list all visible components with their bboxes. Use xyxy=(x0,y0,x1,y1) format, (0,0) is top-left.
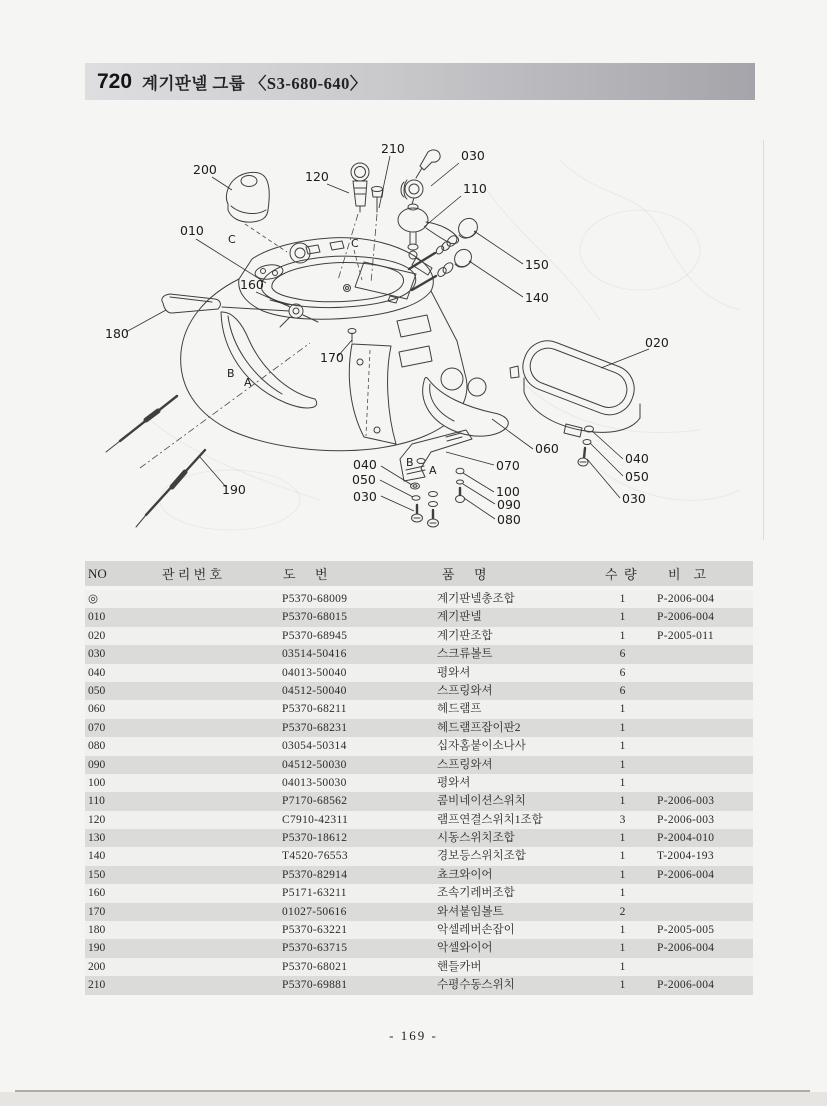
cell-note xyxy=(650,664,753,682)
table-row xyxy=(85,590,753,608)
callout-label: 100 xyxy=(496,484,520,499)
cell-part-name: 스크류볼트 xyxy=(437,648,493,661)
cell-part-name: 스프링와셔 xyxy=(437,684,493,697)
callout-label: 180 xyxy=(105,326,129,341)
cell-mgmt-no xyxy=(145,829,275,847)
table-row xyxy=(85,608,753,626)
callout-label: 150 xyxy=(525,257,549,272)
cell-drawing-no: P5370-18612 xyxy=(282,832,348,845)
parts-table xyxy=(85,561,753,995)
cell-no: 110 xyxy=(88,795,105,808)
cell-note: P-2006-003 xyxy=(657,795,715,808)
cell-mgmt-no xyxy=(145,884,275,902)
table-row xyxy=(85,756,753,774)
cell-part-name: 스프링와셔 xyxy=(437,758,493,771)
table-header-row xyxy=(85,561,753,586)
cell-mgmt-no xyxy=(145,700,275,718)
cell-part-name: 경보등스위치조합 xyxy=(437,850,526,863)
section-number: 720 xyxy=(97,69,133,93)
cell-part-name: 램프연결스위치1조합 xyxy=(437,813,543,826)
cell-qty: 1 xyxy=(619,776,626,789)
key-switch-part xyxy=(401,150,440,204)
cell-note xyxy=(650,737,753,755)
cell-part-name: 헤드램프 xyxy=(437,703,482,716)
reference-letter: C xyxy=(351,237,359,250)
cell-no: 210 xyxy=(88,979,106,992)
header-part-name: 품 명 xyxy=(442,567,487,582)
leader-lines xyxy=(126,156,649,519)
cell-note xyxy=(650,756,753,774)
cell-mgmt-no xyxy=(145,590,275,608)
cell-no: 140 xyxy=(88,850,106,863)
cell-no: 070 xyxy=(88,721,106,734)
callout-label: 020 xyxy=(645,335,669,350)
table-row xyxy=(85,682,753,700)
callout-label: 060 xyxy=(535,441,559,456)
cell-note: P-2005-011 xyxy=(657,629,714,642)
cell-mgmt-no xyxy=(145,866,275,884)
header-note: 비 고 xyxy=(668,567,707,582)
cell-note xyxy=(650,700,753,718)
cell-qty: 6 xyxy=(619,684,626,697)
table-row xyxy=(85,921,753,939)
cell-mgmt-no xyxy=(145,737,275,755)
cell-part-name: 평와셔 xyxy=(437,776,471,789)
cell-note: P-2006-004 xyxy=(657,942,715,955)
header-no: NO xyxy=(88,565,107,581)
cell-part-name: 악셀와이어 xyxy=(437,942,493,955)
cell-part-name: 헤드램프잡이판2 xyxy=(437,721,521,734)
fastener-stack-left xyxy=(411,483,423,522)
cell-drawing-no: P5370-68021 xyxy=(282,960,348,973)
cell-note: P-2006-004 xyxy=(657,611,715,624)
meter-panel-part xyxy=(510,334,641,437)
cell-mgmt-no xyxy=(145,958,275,976)
callout-label: 050 xyxy=(625,469,649,484)
cell-qty: 1 xyxy=(619,887,626,900)
table-row xyxy=(85,958,753,976)
cell-drawing-no: 01027-50616 xyxy=(282,905,347,918)
cell-part-name: 시동스위치조합 xyxy=(437,832,515,845)
callout-label: 120 xyxy=(305,169,329,184)
reference-letter: B xyxy=(227,367,235,380)
cell-mgmt-no xyxy=(145,608,275,626)
callout-labels xyxy=(105,141,669,527)
cell-drawing-no: P5370-68231 xyxy=(282,721,348,734)
table-row xyxy=(85,866,753,884)
cell-note: T-2004-193 xyxy=(657,850,714,863)
cell-drawing-no: T4520-76553 xyxy=(282,850,348,863)
headlamp-part xyxy=(423,368,509,436)
callout-label: 030 xyxy=(353,489,377,504)
cell-drawing-no: P5370-82914 xyxy=(282,868,348,881)
cell-part-name: 악셀레버손잡이 xyxy=(437,924,515,937)
cell-part-name: 계기판넬총조합 xyxy=(437,593,515,605)
cell-note: P-2005-005 xyxy=(657,924,715,937)
cell-part-name: 십자홈붙이소나사 xyxy=(437,740,526,753)
cell-drawing-no: P5370-68015 xyxy=(282,611,348,624)
cell-qty: 1 xyxy=(619,593,626,605)
cell-drawing-no: P7170-68562 xyxy=(282,795,348,808)
cell-note xyxy=(650,719,753,737)
section-header-bar xyxy=(85,63,755,100)
cell-no: 200 xyxy=(88,960,106,973)
cell-qty: 1 xyxy=(619,629,626,642)
table-row xyxy=(85,939,753,957)
cell-no: 060 xyxy=(88,703,106,716)
cell-qty: 1 xyxy=(619,795,626,808)
cell-qty: 1 xyxy=(619,832,626,845)
cell-no: 130 xyxy=(88,832,106,845)
warning-switch-cable-part xyxy=(412,246,475,290)
cell-drawing-no: P5171-63211 xyxy=(282,887,347,900)
manual-switch-part xyxy=(371,187,383,284)
combination-switch-part xyxy=(398,204,459,275)
cell-mgmt-no xyxy=(145,682,275,700)
cell-qty: 1 xyxy=(619,960,626,973)
cell-mgmt-no xyxy=(145,645,275,663)
page-number: - 169 - xyxy=(389,1028,438,1043)
cell-mgmt-no xyxy=(145,939,275,957)
cell-no: 170 xyxy=(88,905,106,918)
header-drawing-no: 도 번 xyxy=(283,567,328,582)
callout-label: 030 xyxy=(622,491,646,506)
table-row xyxy=(85,627,753,645)
cell-drawing-no: 04512-50040 xyxy=(282,684,347,697)
cell-part-name: 쵸크와이어 xyxy=(437,868,493,881)
cell-mgmt-no xyxy=(145,719,275,737)
cell-no: ◎ xyxy=(88,593,99,605)
callout-label: 030 xyxy=(461,148,485,163)
table-row xyxy=(85,664,753,682)
section-title: 계기판넬 그룹 〈S3-680-640〉 xyxy=(142,73,367,93)
cell-mgmt-no xyxy=(145,774,275,792)
callout-label: 040 xyxy=(625,451,649,466)
cell-note: P-2004-010 xyxy=(657,832,715,845)
cell-no: 090 xyxy=(88,758,106,771)
cell-mgmt-no xyxy=(145,792,275,810)
callout-label: 200 xyxy=(193,162,217,177)
cell-qty: 1 xyxy=(619,868,626,881)
callout-label: 070 xyxy=(496,458,520,473)
cell-drawing-no: P5370-63715 xyxy=(282,942,348,955)
cell-no: 010 xyxy=(88,611,106,624)
table-row xyxy=(85,884,753,902)
cell-no: 150 xyxy=(88,868,106,881)
cell-qty: 1 xyxy=(619,979,626,992)
cell-no: 100 xyxy=(88,776,106,789)
table-row xyxy=(85,719,753,737)
callout-label: 160 xyxy=(240,277,264,292)
cell-no: 190 xyxy=(88,942,106,955)
callout-label: 040 xyxy=(353,457,377,472)
cell-drawing-no: 03514-50416 xyxy=(282,648,347,661)
cell-no: 040 xyxy=(88,666,106,679)
cell-mgmt-no xyxy=(145,627,275,645)
header-qty: 수 량 xyxy=(605,567,637,582)
cell-note xyxy=(650,884,753,902)
fastener-stack-middle xyxy=(428,492,439,528)
reference-letter: A xyxy=(429,464,437,477)
table-row xyxy=(85,737,753,755)
cell-part-name: 핸들카버 xyxy=(437,960,482,973)
cell-note: P-2006-003 xyxy=(657,813,715,826)
page-edge-shadow xyxy=(0,1092,827,1106)
cell-part-name: 수평수동스위치 xyxy=(437,979,515,992)
cell-qty: 6 xyxy=(619,666,626,679)
cell-part-name: 조속기레버조합 xyxy=(437,887,515,900)
cell-qty: 1 xyxy=(619,721,626,734)
table-row xyxy=(85,829,753,847)
cell-no: 180 xyxy=(88,924,106,937)
cell-qty: 1 xyxy=(619,942,626,955)
callout-label: 210 xyxy=(381,141,405,156)
cell-no: 120 xyxy=(88,813,106,826)
cell-qty: 2 xyxy=(619,905,626,918)
callout-label: 110 xyxy=(463,181,487,196)
accel-lever-part xyxy=(162,294,289,313)
cell-drawing-no: P5370-63221 xyxy=(282,924,348,937)
cell-part-name: 계기판조합 xyxy=(437,629,493,642)
cell-drawing-no: 04013-50030 xyxy=(282,776,347,789)
cell-note xyxy=(650,903,753,921)
cell-no: 080 xyxy=(88,740,106,753)
callout-label: 140 xyxy=(525,290,549,305)
table-row xyxy=(85,811,753,829)
cell-note: P-2006-004 xyxy=(657,593,715,605)
callout-label: 170 xyxy=(320,350,344,365)
cell-note: P-2006-004 xyxy=(657,868,715,881)
table-row xyxy=(85,700,753,718)
reference-letter: A xyxy=(244,376,252,389)
cell-qty: 1 xyxy=(619,740,626,753)
cell-part-name: 와셔붙임볼트 xyxy=(437,905,504,918)
cell-mgmt-no xyxy=(145,921,275,939)
cell-drawing-no: P5370-68009 xyxy=(282,593,348,605)
cell-mgmt-no xyxy=(145,976,275,994)
margin-crease xyxy=(763,140,764,540)
cell-no: 030 xyxy=(88,648,106,661)
table-row xyxy=(85,903,753,921)
cell-drawing-no: P5370-68211 xyxy=(282,703,347,716)
reference-letter: B xyxy=(406,456,414,469)
callout-label: 090 xyxy=(497,497,521,512)
cell-part-name: 계기판넬 xyxy=(437,611,482,624)
cell-note xyxy=(650,645,753,663)
callout-label: 080 xyxy=(497,512,521,527)
parts-diagram xyxy=(85,130,765,558)
cell-note: P-2006-004 xyxy=(657,979,715,992)
callout-label: 190 xyxy=(222,482,246,497)
cell-drawing-no: P5370-68945 xyxy=(282,629,348,642)
cell-drawing-no: P5370-69881 xyxy=(282,979,348,992)
cell-qty: 1 xyxy=(619,611,626,624)
cell-drawing-no: 04512-50030 xyxy=(282,758,347,771)
exploded-view-drawing xyxy=(85,130,765,558)
table-row xyxy=(85,792,753,810)
cell-drawing-no: 04013-50040 xyxy=(282,666,347,679)
cell-qty: 1 xyxy=(619,924,626,937)
cell-qty: 3 xyxy=(619,813,626,826)
panel-body-part xyxy=(181,238,467,451)
table-body xyxy=(85,590,753,995)
cell-no: 160 xyxy=(88,887,106,900)
cell-no: 020 xyxy=(88,629,106,642)
accel-wire-part xyxy=(106,343,310,527)
cell-mgmt-no xyxy=(145,664,275,682)
cell-part-name: 평와셔 xyxy=(437,666,471,679)
cell-note xyxy=(650,682,753,700)
cell-note xyxy=(650,774,753,792)
cell-drawing-no: 03054-50314 xyxy=(282,740,347,753)
reference-letter: C xyxy=(228,233,236,246)
cell-no: 050 xyxy=(88,684,106,697)
cell-qty: 1 xyxy=(619,758,626,771)
table-row xyxy=(85,774,753,792)
governor-lever-part xyxy=(270,300,318,327)
cell-part-name: 콤비네이션스위치 xyxy=(437,795,526,808)
table-row xyxy=(85,645,753,663)
table-row xyxy=(85,847,753,865)
cell-drawing-no: C7910-42311 xyxy=(282,813,349,826)
cell-qty: 1 xyxy=(619,703,626,716)
header-mgmt-no: 관 리 번 호 xyxy=(162,567,222,582)
cell-note xyxy=(650,958,753,976)
cell-mgmt-no xyxy=(145,847,275,865)
cell-mgmt-no xyxy=(145,756,275,774)
callout-label: 050 xyxy=(352,472,376,487)
cell-mgmt-no xyxy=(145,811,275,829)
cell-mgmt-no xyxy=(145,903,275,921)
table-row xyxy=(85,976,753,994)
cell-qty: 1 xyxy=(619,850,626,863)
fastener-stack-right xyxy=(578,426,594,466)
cell-qty: 6 xyxy=(619,648,626,661)
callout-label: 010 xyxy=(180,223,204,238)
